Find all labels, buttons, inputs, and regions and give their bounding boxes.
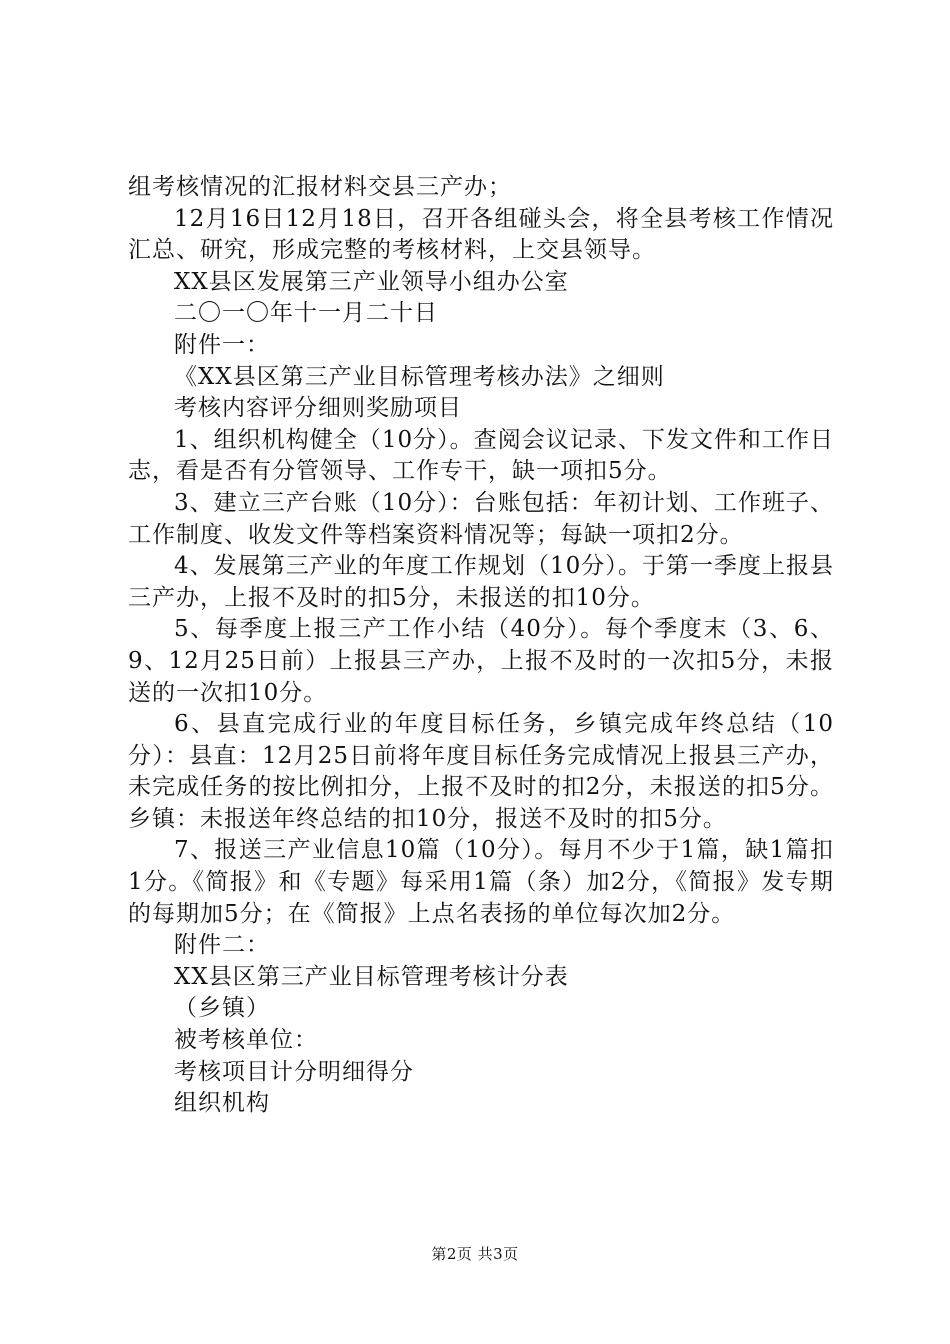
attachment-one-label: 附件一： — [174, 331, 270, 358]
rules-header: 考核内容评分细则奖励项目 — [174, 395, 462, 422]
rule-item-1: 1、组织机构健全（10分）。查阅会议记录、下发文件和工作日志，看是否有分管领导、工作专干，缺一项扣5分。 — [128, 426, 834, 485]
page-number: 第2页 共3页 — [431, 1245, 519, 1263]
attachment-one-title: 《XX县区第三产业目标管理考核办法》之细则 — [174, 363, 665, 390]
attachment-two-subtitle: （乡镇） — [174, 995, 270, 1022]
rule-item-4: 4、发展第三产业的年度工作规划（10分）。于第一季度上报县三产办，上报不及时的扣5分，未报送的扣10分。 — [128, 553, 834, 611]
issuing-office: XX县区发展第三产业领导小组办公室 — [174, 268, 569, 295]
paragraph-continuation: 组考核情况的汇报材料交县三产办； — [128, 174, 512, 200]
rule-item-6: 6、县直完成行业的年度目标任务，乡镇完成年终总结（10分）：县直：12月25日前将年度目标任务完成情况上报县三产办，未完成任务的按比例扣分，上报不及时的扣2分，未报送的扣5分。乡镇：未报送年终总结的扣10分，报送不及时的扣5分。 — [128, 711, 834, 832]
score-table-row-organization: 组织机构 — [174, 1090, 270, 1117]
page-footer — [0, 1244, 950, 1264]
rule-item-7: 7、报送三产业信息10篇（10分）。每月不少于1篇，缺1篇扣1分。《简报》和《专题》每采用1篇（条）加2分，《简报》发专期的每期加5分；在《简报》上点名表扬的单位每次加2分。 — [128, 837, 834, 927]
issue-date: 二〇一〇年十一月二十日 — [174, 300, 438, 327]
document-body — [128, 172, 834, 1120]
rule-item-5: 5、每季度上报三产工作小结（40分）。每个季度末（3、6、9、12月25日前）上报县三产办，上报不及时的一次扣5分，未报送的一次扣10分。 — [128, 616, 834, 706]
attachment-two-label: 附件二： — [174, 932, 270, 959]
assessed-unit-label: 被考核单位： — [174, 1027, 318, 1054]
attachment-two-title: XX县区第三产业目标管理考核计分表 — [174, 963, 569, 990]
paragraph-meeting-schedule: 12月16日12月18日，召开各组碰头会，将全县考核工作情况汇总、研究，形成完整的考核材料，上交县领导。 — [128, 205, 834, 264]
score-table-header: 考核项目计分明细得分 — [174, 1058, 414, 1085]
rule-item-3: 3、建立三产台账（10分）：台账包括：年初计划、工作班子、工作制度、收发文件等档案资料情况等；每缺一项扣2分。 — [128, 489, 834, 548]
